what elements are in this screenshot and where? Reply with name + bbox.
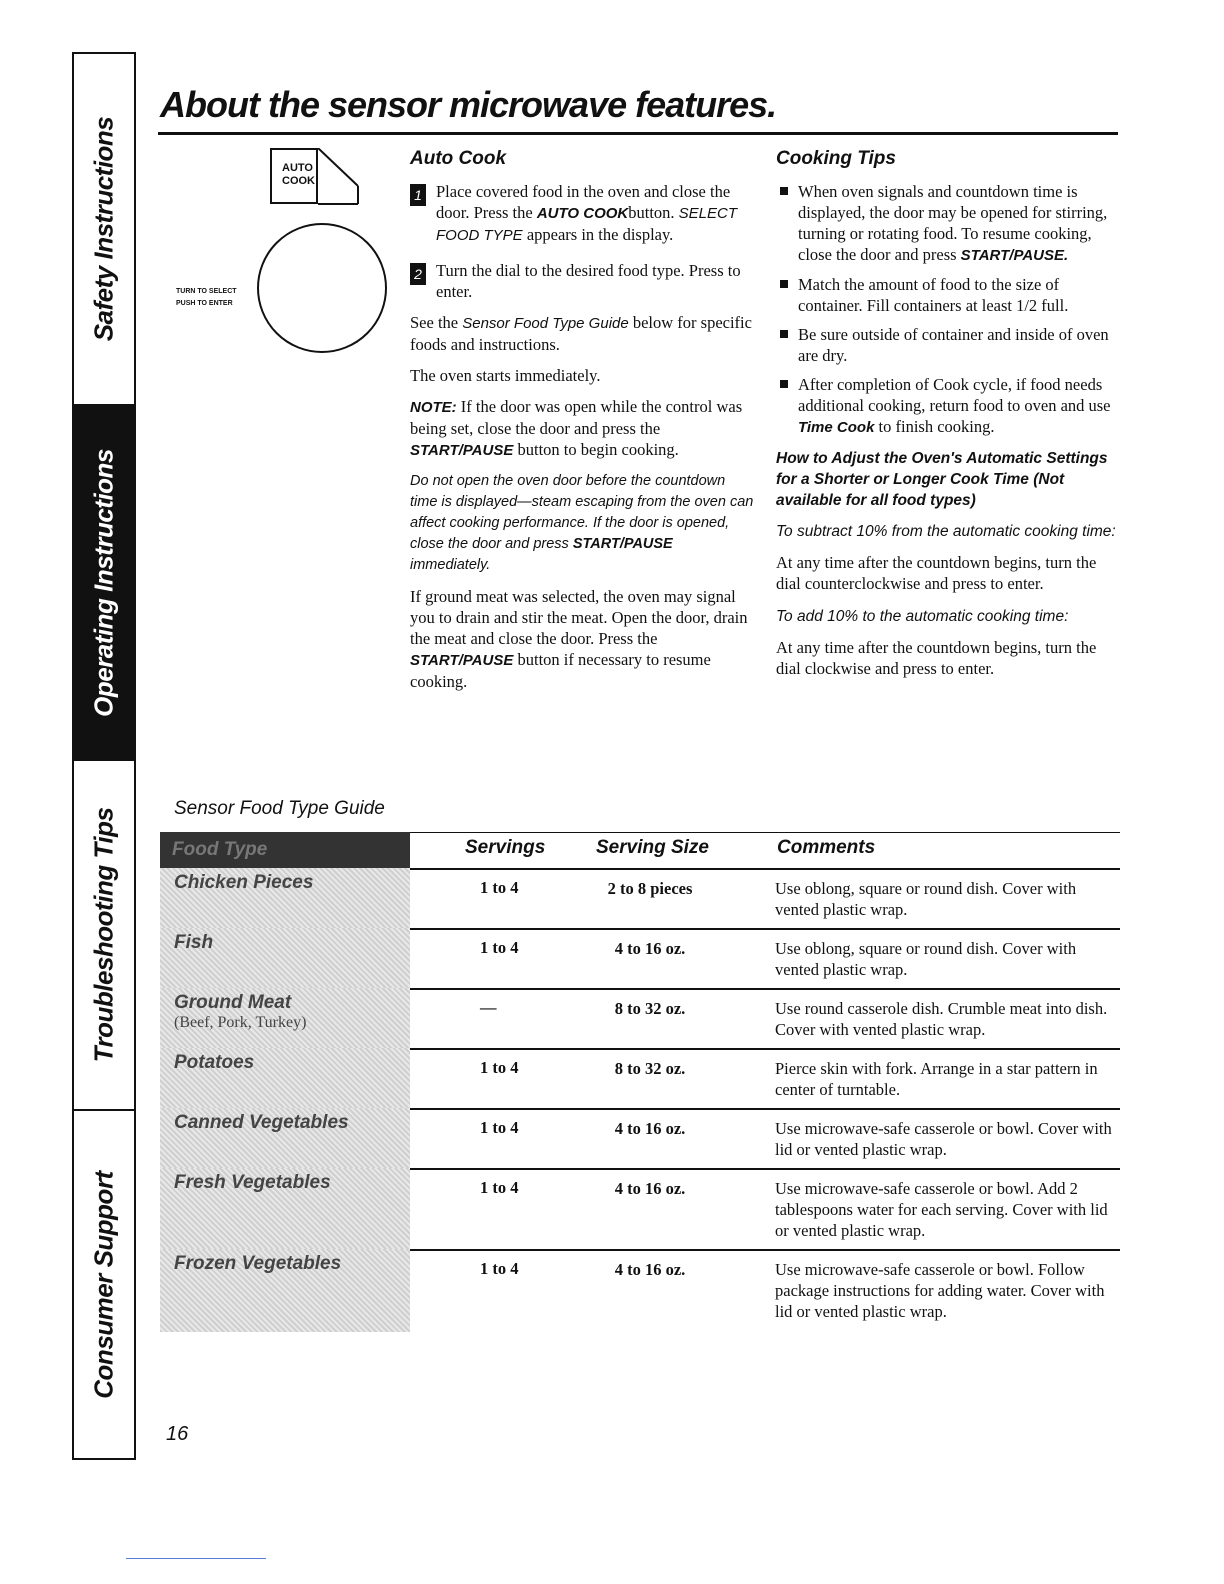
p3-c: button if necessary to resume cooking. [410, 650, 711, 691]
comments-cell: Use microwave-safe casserole or bowl. Add 2 tablespoons water for each serving. Cover with lid or vented plastic wrap. [775, 1179, 1108, 1240]
food-type-cell [160, 1249, 410, 1332]
step-number-2: 2 [410, 263, 426, 285]
tab-consumer-support[interactable] [74, 1111, 134, 1458]
tip-2 [776, 274, 1121, 316]
servings-cell: 1 to 4 [480, 1058, 519, 1077]
table-row [160, 990, 1120, 1050]
servings-cell: 1 to 4 [480, 938, 519, 957]
step1-text-c: button. [628, 203, 679, 222]
dial-label-line2: PUSH TO ENTER [176, 300, 233, 307]
food-name: Potatoes [174, 1052, 255, 1073]
food-type-cell [160, 868, 410, 930]
comments-cell: Pierce skin with fork. Arrange in a star pattern in center of turntable. [775, 1059, 1098, 1099]
note-start-pause: START/PAUSE [410, 442, 514, 459]
serving-size-cell: 4 to 16 oz. [614, 939, 686, 958]
food-name: Canned Vegetables [174, 1112, 349, 1133]
auto-cook-heading: Auto Cook [410, 148, 507, 169]
food-type-cell [160, 928, 410, 990]
serving-size-cell: 4 to 16 oz. [614, 1119, 686, 1138]
food-name: Fish [174, 932, 214, 953]
comments-cell: Use round casserole dish. Crumble meat into dish. Cover with vented plastic wrap. [775, 999, 1108, 1039]
p1-guide-name: Sensor Food Type Guide [462, 315, 629, 332]
ground-meat-text [410, 586, 755, 692]
side-tabs [72, 52, 136, 1460]
auto-button-line2: COOK [282, 175, 315, 187]
tip1-start-pause: START/PAUSE. [960, 247, 1069, 264]
comments-header: Comments [777, 837, 876, 858]
subtract-heading: To subtract 10% from the automatic cooking time: [776, 523, 1116, 540]
tip-1 [776, 181, 1121, 266]
tab-troubleshooting-tips[interactable] [74, 761, 134, 1111]
tip1-a: When oven signals and countdown time is displayed, the door may be opened for stirring, turning or rotating food. To resume cooking, close the door and press [798, 182, 1108, 264]
step1-text-e: appears in the display. [522, 225, 674, 244]
caution-c: immediately. [410, 557, 491, 573]
comments-cell: Use oblong, square or round dish. Cover with vented plastic wrap. [775, 939, 1077, 979]
guide-title: Sensor Food Type Guide [174, 798, 385, 819]
food-type-cell [160, 988, 410, 1050]
tip-3 [776, 324, 1121, 366]
page-title: About the sensor microwave features. [160, 84, 777, 125]
food-type-header: Food Type [160, 832, 410, 868]
food-name: Frozen Vegetables [174, 1253, 342, 1274]
header-top-rule [410, 832, 1120, 833]
table-row [160, 1110, 1120, 1170]
bullet-icon [780, 280, 788, 288]
table-row [160, 1170, 1120, 1251]
caution-start-pause: START/PAUSE [572, 536, 673, 552]
auto-button-line1: AUTO [282, 162, 313, 174]
serving-size-cell: 8 to 32 oz. [614, 999, 686, 1018]
step-1 [410, 181, 755, 246]
tab-label: Troubleshooting Tips [88, 807, 119, 1063]
step1-auto-cook: AUTO COOK [536, 205, 629, 222]
servings-cell: 1 to 4 [480, 1259, 519, 1278]
cooking-tips-section [776, 148, 1121, 689]
tip2-text: Match the amount of food to the size of container. Fill containers at least 1/2 full. [798, 275, 1069, 315]
guide-reference [410, 312, 755, 355]
note-c: button to begin cooking. [513, 440, 679, 459]
footer-line [126, 1558, 266, 1559]
step1-text-a: Place covered food in the oven and close the door. Press the [436, 182, 731, 222]
servings-cell: — [480, 998, 497, 1017]
dial-label-line1: TURN TO SELECT [176, 288, 237, 295]
tip4-c: to finish cooking. [874, 417, 995, 436]
comments-cell: Use microwave-safe casserole or bowl. Follow package instructions for adding water. Cover with lid or vented plastic wrap. [775, 1260, 1105, 1321]
food-type-cell [160, 1048, 410, 1110]
cooking-tips-heading: Cooking Tips [776, 148, 896, 169]
step-number-1: 1 [410, 184, 426, 206]
serving-size-cell: 8 to 32 oz. [614, 1059, 686, 1078]
food-type-cell [160, 1108, 410, 1170]
note-label: NOTE: [410, 399, 457, 416]
auto-cook-section [410, 148, 755, 702]
step2-text: Turn the dial to the desired food type. Press to enter. [436, 261, 741, 301]
note-a: If the door was open while the control was being set, close the door and press the [410, 397, 743, 438]
add-text: At any time after the countdown begins, turn the dial clockwise and press to enter. [776, 638, 1097, 678]
add-heading: To add 10% to the automatic cooking time: [776, 608, 1069, 625]
bullet-icon [780, 330, 788, 338]
table-row [160, 930, 1120, 990]
p1-a: See the [410, 313, 463, 332]
serving-size-cell: 4 to 16 oz. [614, 1179, 686, 1198]
control-illustration [170, 148, 390, 358]
table-row [160, 870, 1120, 930]
servings-cell: 1 to 4 [480, 1178, 519, 1197]
tip4-a: After completion of Cook cycle, if food needs additional cooking, return food to oven and use [798, 375, 1111, 415]
food-name: Ground Meat [174, 992, 292, 1013]
auto-cook-button-icon [270, 148, 318, 204]
food-sub: (Beef, Pork, Turkey) [174, 1014, 307, 1031]
subtract-text: At any time after the countdown begins, turn the dial counterclockwise and press to enter. [776, 553, 1097, 593]
food-name: Chicken Pieces [174, 872, 314, 893]
tab-label: Safety Instructions [88, 116, 119, 342]
tip4-time-cook: Time Cook [798, 419, 875, 436]
bullet-icon [780, 380, 788, 388]
table-body [160, 870, 1120, 1330]
serving-size-cell: 2 to 8 pieces [607, 879, 693, 898]
dial-label [176, 286, 237, 310]
table-row [160, 1251, 1120, 1330]
caution-a: Do not open the oven door before the countdown time is displayed—steam escaping from the oven can affect cooking performance. If the door is opened, close the door and press [410, 473, 754, 552]
food-type-table [160, 832, 1120, 1330]
tab-operating-instructions[interactable] [74, 406, 134, 761]
caution-text [410, 471, 755, 576]
adjust-heading: How to Adjust the Oven's Automatic Settings for a Shorter or Longer Cook Time (Not available for all food types) [776, 450, 1108, 509]
tab-label: Consumer Support [88, 1170, 119, 1399]
food-name: Fresh Vegetables [174, 1172, 331, 1193]
p3-start-pause: START/PAUSE [410, 652, 514, 669]
p3-a: If ground meat was selected, the oven may signal you to drain and stir the meat. Open the door, drain the meat and close the door. Press the [410, 587, 748, 648]
step1-select-food-type: SELECT FOOD TYPE [436, 205, 738, 244]
p1-c: below for specific foods and instructions. [410, 313, 752, 354]
food-type-cell [160, 1168, 410, 1251]
oven-starts-text: The oven starts immediately. [410, 366, 601, 385]
tip-4 [776, 374, 1121, 438]
comments-cell: Use oblong, square or round dish. Cover with vented plastic wrap. [775, 879, 1077, 919]
table-row [160, 1050, 1120, 1110]
comments-cell: Use microwave-safe casserole or bowl. Cover with lid or vented plastic wrap. [775, 1119, 1112, 1159]
step-2 [410, 260, 755, 302]
servings-header: Servings [465, 837, 546, 858]
tip3-text: Be sure outside of container and inside of oven are dry. [798, 325, 1109, 365]
serving-size-header: Serving Size [596, 837, 709, 858]
tab-label: Operating Instructions [88, 448, 119, 717]
page-number: 16 [166, 1423, 189, 1445]
servings-cell: 1 to 4 [480, 1118, 519, 1137]
serving-size-cell: 4 to 16 oz. [614, 1260, 686, 1279]
bullet-icon [780, 187, 788, 195]
tab-safety-instructions[interactable] [74, 54, 134, 406]
table-header [160, 832, 1120, 870]
title-rule [158, 132, 1118, 135]
note-text [410, 396, 755, 461]
servings-cell: 1 to 4 [480, 878, 519, 897]
